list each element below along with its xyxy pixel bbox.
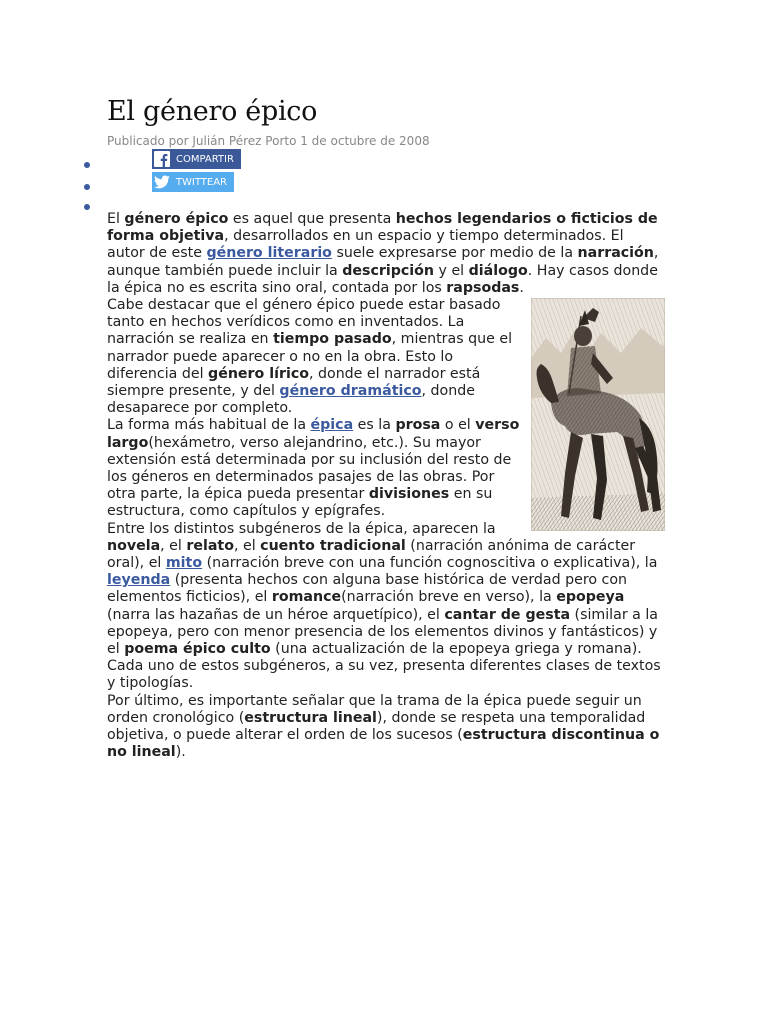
paragraph-subgeneros: Entre los distintos subgéneros de la épica, aparecen la novela, el relato, el cuento tradicional (narración anónima de carácter oral), el mito (narración breve con una función cognoscitiva o explicativa), la leyenda (presenta hechos con alguna base histórica de verdad pero con elementos ficticios), el romance(narración breve en verso), la epopeya (narra las hazañas de un héroe arquetípico), el cantar de gesta (similar a la epopeya, pero con menor presencia de los elementos divinos y fantásticos) y el poema épico culto (una actualización de la epopeya griega y romana). Cada uno de estos subgéneros, a su vez, presenta diferentes clases de textos y tipologías. [107,520,661,692]
knight-on-horse-illustration [531,298,665,531]
link-genero-literario[interactable]: género literario [206,245,332,262]
link-mito[interactable]: mito [165,555,203,572]
twitter-share-label: TWITTEAR [175,176,227,188]
paragraph-forma: La forma más habitual de la épica es la prosa o el verso largo(hexámetro, verso alejandrino, etc.). Su mayor extensión está determinada por su inclusión del resto de los géneros en determinados pasajes de las obras. Por otra parte, la épica pueda presentar divisiones en su estructura, como capítulos y epígrafes. [107,417,520,520]
list-bullet [84,162,90,168]
list-bullet [84,184,90,190]
paragraph-intro: El género épico es aquel que presenta hechos legendarios o ficticios de forma objetiva, desarrollados en un espacio y tiempo determinados. El autor de este género literario suele expresarse por medio de la narración, aunque también puede incluir la descripción y el diálogo. Hay casos donde la épica no es escrita sino oral, contada por los rapsodas. [107,211,659,296]
paragraph-estructura: Por último, es importante señalar que la trama de la épica puede seguir un orden cronológico (estructura lineal), donde se respeta una temporalidad objetiva, o puede alterar el orden de los sucesos (estructura discontinua o no lineal). [107,692,660,761]
byline: Publicado por Julián Pérez Porto 1 de octubre de 2008 [107,134,430,148]
twitter-share-button[interactable] [152,172,234,192]
facebook-share-label: COMPARTIR [176,153,234,165]
link-genero-dramatico[interactable]: género dramático [279,383,422,400]
link-epica[interactable]: épica [310,417,354,434]
article-body [107,211,665,762]
facebook-icon [154,151,170,167]
paragraph-tiempo: Cabe destacar que el género épico puede estar basado tanto en hechos verídicos como en inventados. La narración se realiza en tiempo pasado, mientras que el narrador puede aparecer o no en la obra. Esto lo diferencia del género lírico, donde el narrador está siempre presente, y del género dramático, donde desaparece por completo. [107,297,513,417]
list-bullet [84,204,90,210]
twitter-bird-icon [154,174,170,190]
page-title: El género épico [107,96,318,127]
facebook-share-button[interactable] [152,149,241,169]
link-leyenda[interactable]: leyenda [107,572,171,589]
